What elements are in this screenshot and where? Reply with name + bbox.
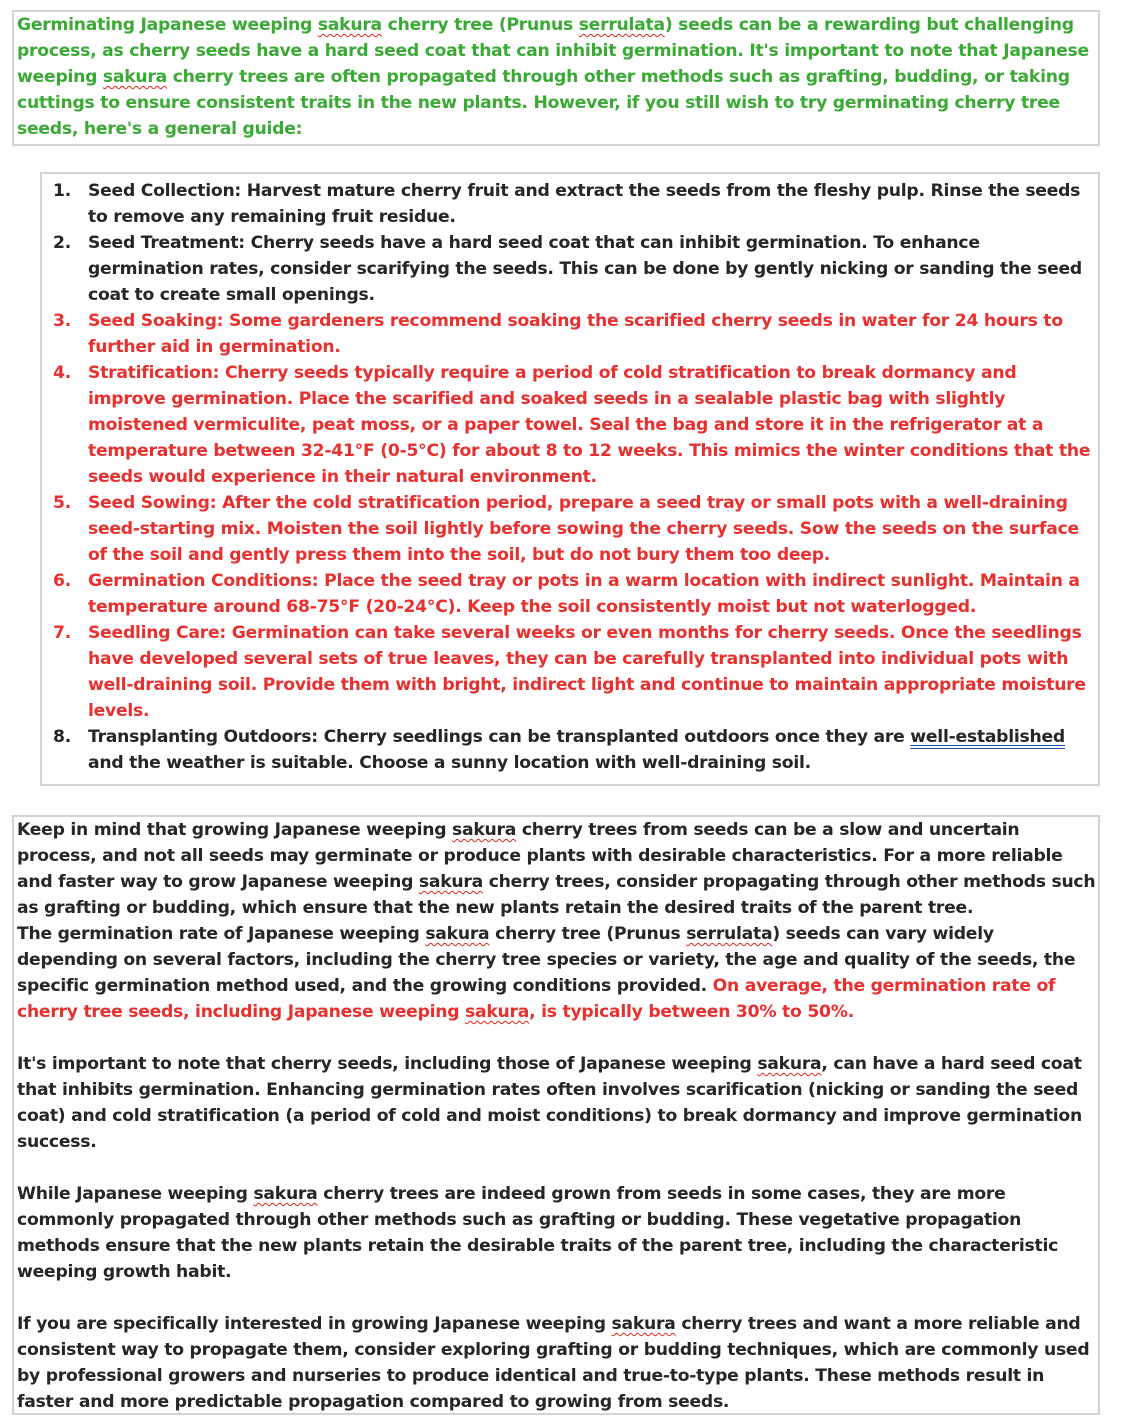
highlighted-text: On average, the germination rate of cherry tree seeds, including Japanese weeping — [17, 976, 1056, 1022]
misspelled-word[interactable]: sakura — [611, 1314, 676, 1334]
text-run: While Japanese weeping — [17, 1184, 254, 1204]
list-item — [42, 360, 1098, 490]
text-run: cherry trees and want a more reliable and consistent way to propagate them, consider exploring grafting or budding techniques, which are commonly used by professional growers and nurseries to produce identical and true-to-type plants. These methods result in faster and more predictable propagation compared to growing from seeds. — [17, 1314, 1090, 1412]
list-item-text: and the weather is suitable. Choose a sunny location with well-draining soil. — [88, 753, 811, 773]
list-number: 5. — [53, 493, 71, 513]
misspelled-word[interactable]: serrulata — [578, 15, 665, 35]
misspelled-word[interactable]: sakura — [452, 820, 517, 840]
list-item — [42, 308, 1098, 360]
text-run: The germination rate of Japanese weeping — [17, 924, 426, 944]
list-number: 8. — [53, 727, 71, 747]
list-item — [42, 568, 1098, 620]
paragraph — [17, 921, 1098, 1025]
intro-text-box[interactable] — [12, 10, 1100, 146]
misspelled-word[interactable]: sakura — [317, 15, 382, 35]
misspelled-word[interactable]: sakura — [757, 1054, 822, 1074]
text-run: If you are specifically interested in growing Japanese weeping — [17, 1314, 612, 1334]
steps-text-box[interactable] — [40, 172, 1100, 786]
list-item-text: Seed Collection: Harvest mature cherry fruit and extract the seeds from the fleshy pulp. Rinse the seeds to remove any remaining fruit residue. — [88, 181, 1081, 227]
misspelled-word[interactable]: serrulata — [686, 924, 773, 944]
list-item-text: Stratification: Cherry seeds typically require a period of cold stratification to break dormancy and improve germination. Place the scarified and soaked seeds in a sealable plastic bag with slightly moistened vermiculite, peat moss, or a paper towel. Seal the bag and store it in the refrigerator at a temperature between 32-41°F (0-5°C) for about 8 to 12 weeks. This mimics the winter conditions that the seeds would experience in their natural environment. — [88, 363, 1091, 487]
paragraph — [17, 1051, 1098, 1155]
steps-list — [42, 178, 1098, 776]
misspelled-word[interactable]: sakura — [102, 67, 167, 87]
misspelled-word[interactable]: sakura — [425, 924, 490, 944]
paragraph-spacer — [17, 1155, 1098, 1181]
text-run: cherry tree (Prunus — [489, 924, 687, 944]
outro-text-box[interactable] — [12, 815, 1100, 1415]
text-run: Keep in mind that growing Japanese weeping — [17, 820, 453, 840]
text-run: cherry trees, consider propagating through other methods such as grafting or budding, which ensure that the new plants retain the desired traits of the parent tree. — [17, 872, 1096, 918]
list-item — [42, 620, 1098, 724]
text-run: Germinating Japanese weeping — [17, 15, 318, 35]
highlighted-text: , is typically between 30% to 50%. — [529, 1002, 854, 1022]
text-run: cherry trees are indeed grown from seeds in some cases, they are more commonly propagated through other methods such as grafting or budding. These vegetative propagation methods ensure that the new plants retain the desirable traits of the parent tree, including the characteristic weeping growth habit. — [17, 1184, 1059, 1282]
misspelled-word[interactable]: sakura — [465, 1002, 530, 1022]
text-run: cherry tree (Prunus — [381, 15, 579, 35]
list-item-text: Transplanting Outdoors: Cherry seedlings can be transplanted outdoors once they are — [88, 727, 911, 747]
text-run: ) seeds can be a rewarding but challenging process, as cherry seeds have a hard seed coat that can inhibit germination. It's important to note that Japanese weeping — [17, 15, 1089, 87]
misspelled-word[interactable]: sakura — [418, 872, 483, 892]
list-number: 6. — [53, 571, 71, 591]
list-item — [42, 178, 1098, 230]
paragraph-spacer — [17, 1285, 1098, 1311]
text-run: , can have a hard seed coat that inhibits germination. Enhancing germination rates often involves scarification (nicking or sanding the seed coat) and cold stratification (a period of cold and moist conditions) to break dormancy and improve germination success. — [17, 1054, 1082, 1152]
list-item — [42, 230, 1098, 308]
list-number: 7. — [53, 623, 71, 643]
paragraph — [17, 1311, 1098, 1415]
text-run: cherry trees are often propagated through other methods such as grafting, budding, or taking cuttings to ensure consistent traits in the new plants. However, if you still wish to try germinating cherry tree seeds, here's a general guide: — [17, 67, 1070, 139]
paragraph — [17, 817, 1098, 921]
text-run: ) seeds can vary widely depending on several factors, including the cherry tree species or variety, the age and quality of the seeds, the specific germination method used, and the growing conditions provided. — [17, 924, 1076, 996]
list-item — [42, 490, 1098, 568]
list-item-text: Germination Conditions: Place the seed tray or pots in a warm location with indirect sunlight. Maintain a temperature around 68-75°F (20-24°C). Keep the soil consistently moist but not waterlogged. — [88, 571, 1080, 617]
list-number: 1. — [53, 181, 71, 201]
list-item-text: Seed Soaking: Some gardeners recommend soaking the scarified cherry seeds in water for 24 hours to further aid in germination. — [88, 311, 1063, 357]
list-item-text: Seed Treatment: Cherry seeds have a hard seed coat that can inhibit germination. To enhance germination rates, consider scarifying the seeds. This can be done by gently nicking or sanding the seed coat to create small openings. — [88, 233, 1082, 305]
list-item-text: Seedling Care: Germination can take several weeks or even months for cherry seeds. Once the seedlings have developed several sets of true leaves, they can be carefully transplanted into individual pots with well-draining soil. Provide them with bright, indirect light and continue to maintain appropriate moisture levels. — [88, 623, 1086, 721]
list-item — [42, 724, 1098, 776]
grammar-flagged-word[interactable]: well-established — [910, 727, 1065, 747]
list-number: 3. — [53, 311, 71, 331]
misspelled-word[interactable]: sakura — [253, 1184, 318, 1204]
list-number: 2. — [53, 233, 71, 253]
paragraph-spacer — [17, 1025, 1098, 1051]
text-run: cherry trees from seeds can be a slow and uncertain process, and not all seeds may germinate or produce plants with desirable characteristics. For a more reliable and faster way to grow Japanese weeping — [17, 820, 1063, 892]
text-run: It's important to note that cherry seeds, including those of Japanese weeping — [17, 1054, 758, 1074]
list-number: 4. — [53, 363, 71, 383]
paragraph — [17, 1181, 1098, 1285]
list-item-text: Seed Sowing: After the cold stratification period, prepare a seed tray or small pots with a well-draining seed-starting mix. Moisten the soil lightly before sowing the cherry seeds. Sow the seeds on the surface of the soil and gently press them into the soil, but do not bury them too deep. — [88, 493, 1079, 565]
intro-paragraph — [17, 12, 1098, 142]
